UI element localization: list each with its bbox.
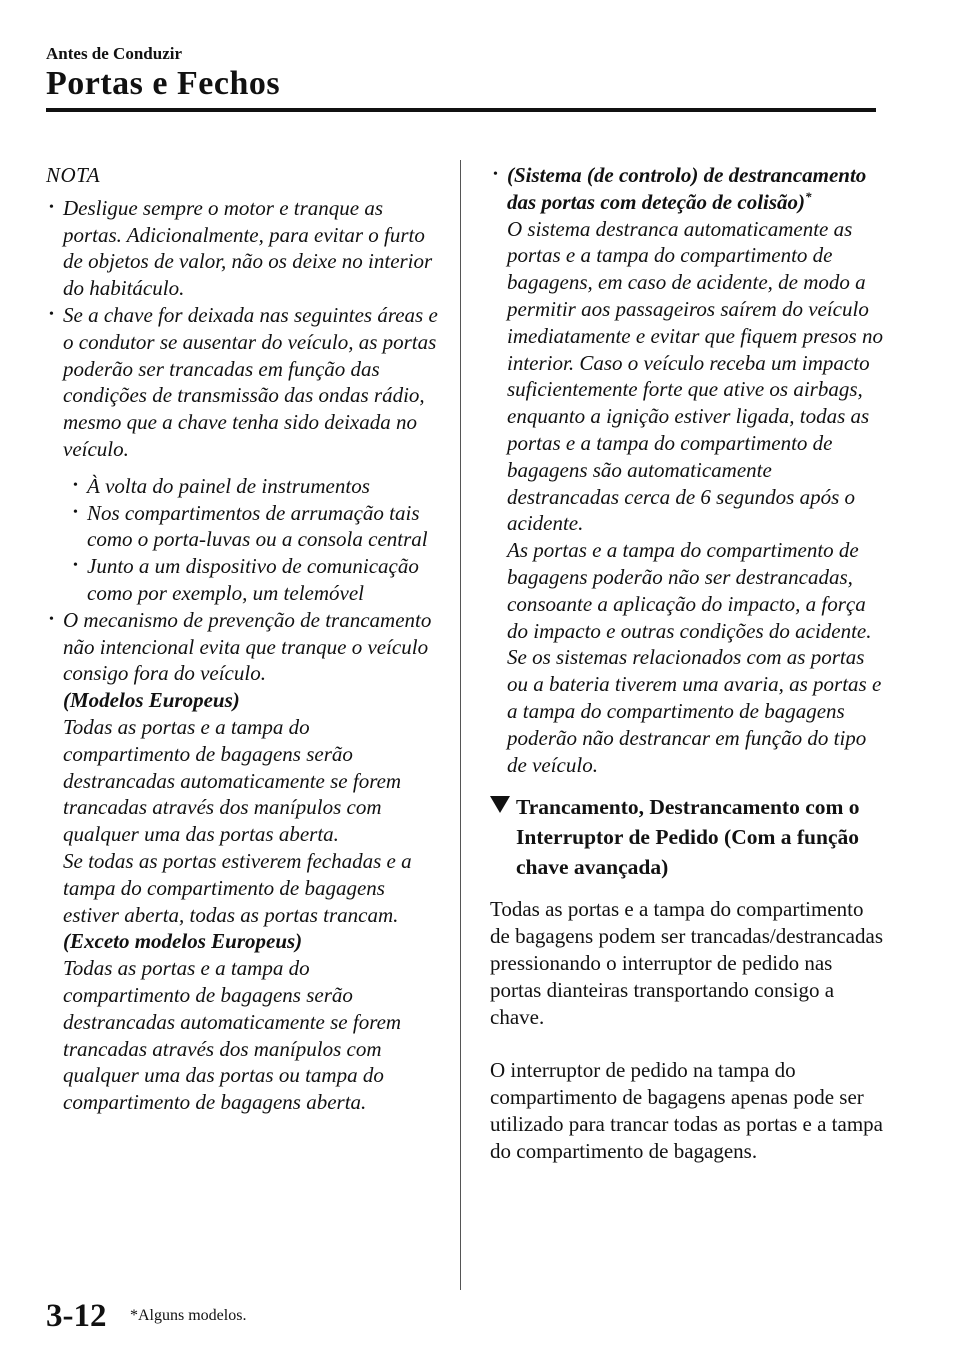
triangle-down-icon	[490, 796, 510, 813]
system-text: Se os sistemas relacionados com as portas ou a bateria tiverem uma avaria, as portas e a tampa do compartimento de bagagens poderão não destrancar em função do tipo de veículo.	[507, 645, 882, 777]
bullet-item	[490, 162, 885, 778]
bullet-text: • O mecanismo de prevenção de trancamento não intencional evita que tranque o veículo consigo fora do veículo.	[63, 607, 432, 686]
chapter-title: Portas e Fechos	[46, 65, 281, 102]
bullet-item	[46, 607, 441, 1116]
section-heading	[490, 792, 885, 882]
body-paragraph: Todas as portas e a tampa do compartimento de bagagens podem ser trancadas/destrancadas pressionando o interruptor de pedido nas portas dianteiras transportando consigo a chave.	[490, 897, 883, 1029]
bullet-item	[46, 195, 441, 302]
euro-heading: (Modelos Europeus)	[63, 688, 240, 713]
non-euro-text: Todas as portas e a tampa do compartimento de bagagens serão destrancadas automaticamente se forem trancadas através dos manípulos com qualquer uma das portas ou tampa do compartimento de bagagens aberta.	[63, 956, 402, 1115]
header-rule	[46, 108, 876, 112]
sub-bullet-item	[70, 553, 441, 607]
section-heading-text: Trancamento, Destrancamento com o Interruptor de Pedido (Com a função chave avançada)	[516, 795, 860, 880]
euro-text: Todas as portas e a tampa do compartimento de bagagens serão destrancadas automaticamente se forem trancadas através dos manípulos com qualquer uma das portas aberta.	[63, 714, 402, 847]
system-text: As portas e a tampa do compartimento de bagagens poderão não ser destrancadas, consoante a aplicação do impacto, a força do impacto e outras condições do acidente.	[507, 538, 872, 643]
bullet-item	[46, 302, 441, 463]
bullet-text: Desligue sempre o motor e tranque as portas. Adicionalmente, para evitar o furto de objetos de valor, não os deixe no interior do habitáculo.	[63, 195, 433, 301]
sub-bullet-text: Junto a um dispositivo de comunicação como por exemplo, um telemóvel	[87, 554, 419, 605]
left-column	[46, 162, 441, 1116]
footnote: *Alguns modelos.	[130, 1307, 247, 1324]
system-text: O sistema destranca automaticamente as portas e a tampa do compartimento de bagagens, em caso de acidente, de modo a permitir aos passageiros saírem do veículo imediatamente e evitar que fiquem presos no interior. Caso o veículo receba um impacto suficientemente forte que ative os airbags, enquanto a ignição estiver ligada, todas as portas e a tampa do compartimento de bagagens são automaticamente destrancadas cerca de 6 segundos após o acidente.	[507, 216, 883, 536]
bullet-text: Se a chave for deixada nas seguintes áreas e o condutor se ausentar do veículo, as portas poderão ser trancadas em função das condições de transmissão das ondas rádio, mesmo que a chave tenha sido deixada no veículo.	[63, 302, 438, 461]
asterisk-mark: *	[805, 188, 812, 204]
right-column	[490, 162, 885, 1165]
sub-bullet-item	[70, 473, 441, 500]
body-paragraph: O interruptor de pedido na tampa do compartimento de bagagens apenas pode ser utilizado para trancar todas as portas e a tampa do compartimento de bagagens.	[490, 1058, 883, 1163]
euro-text: Se todas as portas estiverem fechadas e a tampa do compartimento de bagagens estiver aberta, todas as portas trancam.	[63, 848, 412, 927]
page-number: 3-12	[46, 1298, 107, 1334]
sub-bullet-list	[70, 473, 441, 607]
sub-bullet-text: À volta do painel de instrumentos	[87, 473, 370, 498]
system-heading-text: (Sistema (de controlo) de destrancamento das portas com deteção de colisão)	[507, 163, 867, 214]
non-euro-heading: (Exceto modelos Europeus)	[63, 929, 303, 954]
system-heading	[507, 162, 885, 216]
section-label: Antes de Conduzir	[46, 44, 183, 63]
column-divider	[460, 160, 461, 1290]
nota-title: NOTA	[46, 163, 101, 187]
sub-bullet-item	[70, 500, 441, 554]
sub-bullet-text: Nos compartimentos de arrumação tais como o porta-luvas ou a consola central	[87, 500, 428, 552]
